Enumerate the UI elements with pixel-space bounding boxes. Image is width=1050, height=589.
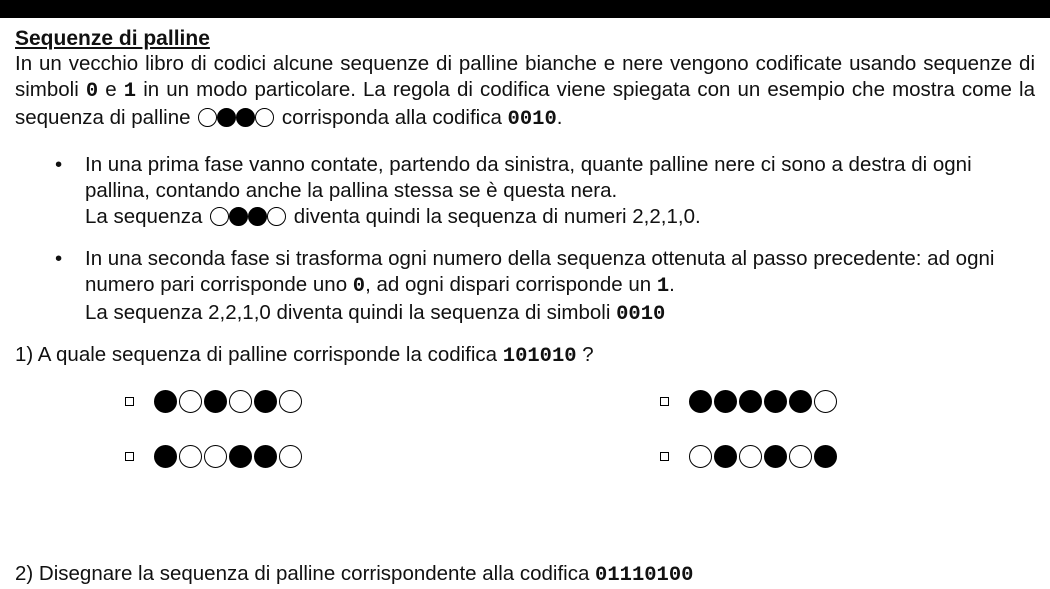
white-ball-icon xyxy=(814,390,837,413)
rule-step-2: • In una seconda fase si trasforma ogni numero della sequenza ottenuta al passo precedente: ad ogni numero pari corrisponde uno 0, ad ogni dispari corrisponde un 1. La sequenza 2,2,1,0 diventa quindi la sequenza di simboli 0010 xyxy=(55,247,995,326)
white-ball-icon xyxy=(789,445,812,468)
answer-option-b[interactable] xyxy=(660,390,841,413)
answer-options xyxy=(15,384,1035,494)
black-ball-icon xyxy=(714,445,737,468)
black-ball-icon xyxy=(789,390,812,413)
option-ball-sequence xyxy=(154,390,304,413)
black-ball-icon xyxy=(254,445,277,468)
symbol-zero: 0 xyxy=(85,80,99,103)
white-ball-icon xyxy=(179,445,202,468)
white-ball-icon xyxy=(210,207,229,226)
top-black-bar xyxy=(0,0,1050,18)
option-ball-sequence xyxy=(154,445,304,468)
example-code: 0010 xyxy=(507,108,557,131)
symbol-one: 1 xyxy=(123,80,137,103)
white-ball-icon xyxy=(198,108,217,127)
option-ball-sequence xyxy=(689,445,839,468)
checkbox-icon[interactable] xyxy=(660,452,669,461)
black-ball-icon xyxy=(248,207,267,226)
white-ball-icon xyxy=(689,445,712,468)
question-1-code: 101010 xyxy=(502,345,577,368)
option-ball-sequence xyxy=(689,390,839,413)
white-ball-icon xyxy=(267,207,286,226)
rule-list xyxy=(15,152,1035,328)
document-body xyxy=(15,26,1035,587)
black-ball-icon xyxy=(739,390,762,413)
example-ball-sequence xyxy=(198,108,274,127)
black-ball-icon xyxy=(229,445,252,468)
black-ball-icon xyxy=(814,445,837,468)
answer-option-a[interactable] xyxy=(125,390,306,413)
black-ball-icon xyxy=(689,390,712,413)
white-ball-icon xyxy=(279,445,302,468)
black-ball-icon xyxy=(229,207,248,226)
rule-step-1: • In una prima fase vanno contate, partendo da sinistra, quante palline nere ci sono a destra di ogni pallina, contando anche la pallina stessa se è questa nera. La sequenza diventa quindi la sequenza di numeri 2,2,1,0. xyxy=(55,153,972,228)
answer-option-d[interactable] xyxy=(660,445,841,468)
white-ball-icon xyxy=(279,390,302,413)
black-ball-icon xyxy=(254,390,277,413)
white-ball-icon xyxy=(255,108,274,127)
question-1: 1) A quale sequenza di palline corrisponde la codifica 101010 ? xyxy=(15,343,594,368)
white-ball-icon xyxy=(204,445,227,468)
black-ball-icon xyxy=(204,390,227,413)
step1-ball-sequence xyxy=(210,207,286,226)
page-title: Sequenze di palline xyxy=(15,27,210,50)
checkbox-icon[interactable] xyxy=(125,397,134,406)
step2-code: 0010 xyxy=(616,303,666,326)
intro-paragraph: In un vecchio libro di codici alcune sequenze di palline bianche e nere vengono codificate usando sequenze di simboli 0 e 1 in un modo particolare. La regola di codifica viene spiegata con un esempio che mostra come la sequenza di palline corrisponda alla codifica 0010. xyxy=(15,52,1035,131)
question-2: 2) Disegnare la sequenza di palline corrispondente alla codifica 01110100 xyxy=(15,561,694,587)
black-ball-icon xyxy=(764,390,787,413)
black-ball-icon xyxy=(217,108,236,127)
black-ball-icon xyxy=(154,445,177,468)
black-ball-icon xyxy=(764,445,787,468)
black-ball-icon xyxy=(714,390,737,413)
bullet-icon: • xyxy=(55,247,63,270)
white-ball-icon xyxy=(179,390,202,413)
checkbox-icon[interactable] xyxy=(125,452,134,461)
checkbox-icon[interactable] xyxy=(660,397,669,406)
black-ball-icon xyxy=(236,108,255,127)
black-ball-icon xyxy=(154,390,177,413)
bullet-icon: • xyxy=(55,153,63,176)
white-ball-icon xyxy=(739,445,762,468)
answer-option-c[interactable] xyxy=(125,445,306,468)
white-ball-icon xyxy=(229,390,252,413)
question-2-code: 01110100 xyxy=(595,563,694,587)
